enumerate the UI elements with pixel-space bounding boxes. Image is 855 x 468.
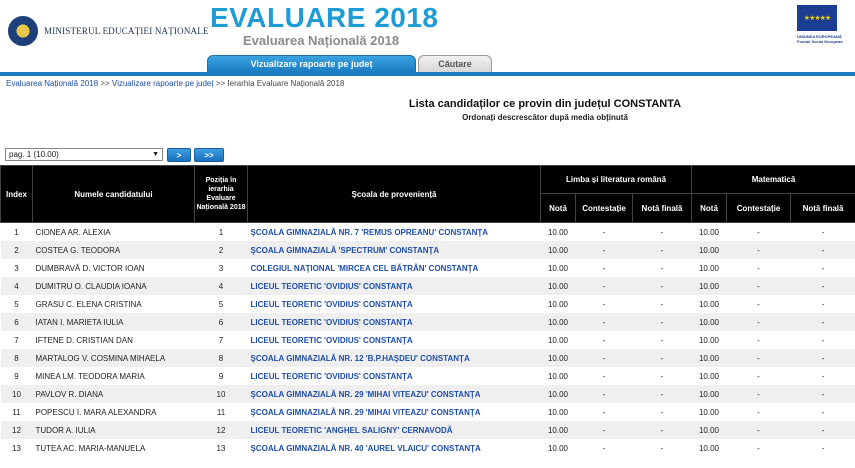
- cell-name: IATAN I. MARIETA IULIA: [33, 313, 195, 331]
- cell-mate-nota: 10.00: [692, 403, 727, 421]
- table-row: [1, 295, 855, 313]
- table-row: [1, 421, 855, 439]
- cell-name: POPESCU I. MARA ALEXANDRA: [33, 403, 195, 421]
- cell-name: CIONEA AR. ALEXIA: [33, 223, 195, 242]
- cell-mate-nota-finala: -: [791, 421, 855, 439]
- cell-romana-nota: 10.00: [541, 259, 576, 277]
- cell-mate-nota-finala: -: [791, 295, 855, 313]
- cell-index: 1: [1, 223, 33, 242]
- breadcrumb-separator: >>: [100, 79, 110, 88]
- cell-mate-nota-finala: -: [791, 313, 855, 331]
- cell-position: 2: [195, 241, 248, 259]
- page-select-value: pag. 1 (10.00): [9, 150, 59, 159]
- cell-romana-nota-finala: -: [633, 367, 692, 385]
- cell-name: MARTALOG V. COSMINA MIHAELA: [33, 349, 195, 367]
- cell-position: 12: [195, 421, 248, 439]
- cell-school[interactable]: LICEUL TEORETIC 'OVIDIUS' CONSTANŢA: [248, 295, 541, 313]
- eu-fund-label: UNIUNEA EUROPEANĂ Fondul Social European: [797, 34, 843, 44]
- cell-index: 4: [1, 277, 33, 295]
- cell-name: IFTENE D. CRISTIAN DAN: [33, 331, 195, 349]
- cell-school[interactable]: LICEUL TEORETIC 'OVIDIUS' CONSTANŢA: [248, 313, 541, 331]
- list-subtitle: Ordonați descrescător după media obținută: [462, 113, 628, 122]
- cell-mate-nota-finala: -: [791, 439, 855, 457]
- ministry-name: MINISTERUL EDUCAȚIEI NAȚIONALE: [44, 26, 209, 36]
- chevron-down-icon: ▼: [152, 151, 159, 158]
- table-row: [1, 259, 855, 277]
- cell-romana-nota-finala: -: [633, 385, 692, 403]
- cell-position: 5: [195, 295, 248, 313]
- candidates-table: [0, 165, 855, 457]
- breadcrumb-separator: >>: [215, 79, 226, 88]
- cell-mate-nota-finala: -: [791, 331, 855, 349]
- cell-romana-contestatie: -: [576, 403, 633, 421]
- cell-romana-nota-finala: -: [633, 277, 692, 295]
- last-page-button[interactable]: >>: [194, 148, 224, 162]
- cell-romana-contestatie: -: [576, 367, 633, 385]
- cell-romana-contestatie: -: [576, 259, 633, 277]
- cell-name: COSTEA G. TEODORA: [33, 241, 195, 259]
- cell-romana-nota-finala: -: [633, 331, 692, 349]
- cell-position: 9: [195, 367, 248, 385]
- cell-romana-contestatie: -: [576, 277, 633, 295]
- cell-mate-nota-finala: -: [791, 349, 855, 367]
- cell-romana-nota: 10.00: [541, 439, 576, 457]
- cell-mate-contestatie: -: [727, 349, 791, 367]
- cell-mate-nota-finala: -: [791, 385, 855, 403]
- cell-mate-contestatie: -: [727, 259, 791, 277]
- cell-school[interactable]: COLEGIUL NAŢIONAL 'MIRCEA CEL BĂTRÂN' CONSTANŢA: [248, 259, 541, 277]
- cell-school[interactable]: LICEUL TEORETIC 'OVIDIUS' CONSTANŢA: [248, 331, 541, 349]
- cell-mate-nota: 10.00: [692, 295, 727, 313]
- header-m-nota: Notă: [692, 194, 727, 223]
- cell-school[interactable]: ŞCOALA GIMNAZIALĂ NR. 29 'MIHAI VITEAZU' CONSTANŢA: [248, 403, 541, 421]
- table-row: [1, 439, 855, 457]
- cell-name: MINEA LM. TEODORA MARIA: [33, 367, 195, 385]
- cell-position: 4: [195, 277, 248, 295]
- cell-romana-nota-finala: -: [633, 439, 692, 457]
- next-page-button[interactable]: >: [167, 148, 191, 162]
- cell-romana-nota: 10.00: [541, 313, 576, 331]
- site-subtitle: Evaluarea Națională 2018: [243, 33, 400, 48]
- cell-romana-nota-finala: -: [633, 403, 692, 421]
- cell-position: 8: [195, 349, 248, 367]
- table-row: [1, 313, 855, 331]
- cell-school[interactable]: ŞCOALA GIMNAZIALĂ NR. 12 'B.P.HAŞDEU' CONSTANŢA: [248, 349, 541, 367]
- header-mate: Matematică: [692, 166, 855, 194]
- cell-name: TUDOR A. IULIA: [33, 421, 195, 439]
- cell-romana-nota: 10.00: [541, 241, 576, 259]
- site-title: EVALUARE 2018: [210, 2, 439, 33]
- cell-mate-contestatie: -: [727, 385, 791, 403]
- cell-romana-contestatie: -: [576, 313, 633, 331]
- header-school: Școala de proveniență: [248, 166, 541, 223]
- cell-index: 11: [1, 403, 33, 421]
- eu-flag-icon: ★★★★★: [797, 5, 837, 31]
- cell-index: 8: [1, 349, 33, 367]
- cell-mate-nota: 10.00: [692, 439, 727, 457]
- cell-position: 1: [195, 223, 248, 242]
- cell-mate-contestatie: -: [727, 367, 791, 385]
- cell-romana-contestatie: -: [576, 223, 633, 242]
- cell-romana-nota: 10.00: [541, 385, 576, 403]
- cell-name: PAVLOV R. DIANA: [33, 385, 195, 403]
- cell-name: GRASU C. ELENA CRISTINA: [33, 295, 195, 313]
- cell-mate-nota: 10.00: [692, 421, 727, 439]
- cell-school[interactable]: LICEUL TEORETIC 'ANGHEL SALIGNY' CERNAVODĂ: [248, 421, 541, 439]
- tab-vizualizare-rapoarte[interactable]: Vizualizare rapoarte pe județ: [207, 55, 416, 72]
- cell-romana-nota-finala: -: [633, 421, 692, 439]
- cell-mate-contestatie: -: [727, 241, 791, 259]
- breadcrumb: [6, 79, 344, 88]
- cell-index: 7: [1, 331, 33, 349]
- header-romana: Limba și literatura română: [541, 166, 692, 194]
- cell-position: 13: [195, 439, 248, 457]
- cell-mate-contestatie: -: [727, 313, 791, 331]
- cell-index: 9: [1, 367, 33, 385]
- cell-position: 10: [195, 385, 248, 403]
- cell-index: 12: [1, 421, 33, 439]
- header-m-contestatie: Contestație: [727, 194, 791, 223]
- header-r-nota-finala: Notă finală: [633, 194, 692, 223]
- table-row: [1, 367, 855, 385]
- cell-school[interactable]: ŞCOALA GIMNAZIALĂ NR. 29 'MIHAI VITEAZU' CONSTANŢA: [248, 385, 541, 403]
- cell-index: 2: [1, 241, 33, 259]
- header-r-contestatie: Contestație: [576, 194, 633, 223]
- cell-romana-contestatie: -: [576, 241, 633, 259]
- header-m-nota-finala: Notă finală: [791, 194, 855, 223]
- cell-index: 13: [1, 439, 33, 457]
- cell-position: 6: [195, 313, 248, 331]
- cell-romana-nota: 10.00: [541, 421, 576, 439]
- header-name: Numele candidatului: [33, 166, 195, 223]
- cell-mate-nota-finala: -: [791, 403, 855, 421]
- cell-romana-nota: 10.00: [541, 367, 576, 385]
- cell-romana-contestatie: -: [576, 439, 633, 457]
- cell-mate-nota: 10.00: [692, 223, 727, 242]
- cell-position: 3: [195, 259, 248, 277]
- list-title: Lista candidaților ce provin din județul CONSTANTA: [408, 98, 682, 110]
- cell-mate-nota: 10.00: [692, 241, 727, 259]
- cell-mate-nota: 10.00: [692, 367, 727, 385]
- table-row: [1, 331, 855, 349]
- page-select[interactable]: [5, 148, 163, 161]
- cell-index: 10: [1, 385, 33, 403]
- tab-cautare[interactable]: Căutare: [418, 55, 492, 72]
- cell-romana-nota: 10.00: [541, 223, 576, 242]
- table-row: [1, 349, 855, 367]
- cell-mate-nota: 10.00: [692, 259, 727, 277]
- header-position: Poziția în ierarhia Evaluare Națională 2018: [195, 166, 248, 223]
- cell-romana-contestatie: -: [576, 421, 633, 439]
- cell-mate-nota-finala: -: [791, 241, 855, 259]
- cell-mate-nota: 10.00: [692, 277, 727, 295]
- cell-romana-nota-finala: -: [633, 241, 692, 259]
- cell-romana-contestatie: -: [576, 385, 633, 403]
- table-row: [1, 277, 855, 295]
- cell-name: DUMITRU O. CLAUDIA IOANA: [33, 277, 195, 295]
- cell-romana-contestatie: -: [576, 349, 633, 367]
- cell-mate-nota-finala: -: [791, 277, 855, 295]
- table-row: [1, 241, 855, 259]
- cell-mate-nota: 10.00: [692, 349, 727, 367]
- cell-school[interactable]: ŞCOALA GIMNAZIALĂ NR. 40 'AUREL VLAICU' CONSTANŢA: [248, 439, 541, 457]
- cell-romana-nota: 10.00: [541, 295, 576, 313]
- cell-name: TUTEA AC. MARIA-MANUELA: [33, 439, 195, 457]
- cell-school[interactable]: ŞCOALA GIMNAZIALĂ NR. 7 'REMUS OPREANU' CONSTANŢA: [248, 223, 541, 242]
- cell-mate-contestatie: -: [727, 223, 791, 242]
- cell-mate-contestatie: -: [727, 439, 791, 457]
- cell-romana-nota-finala: -: [633, 223, 692, 242]
- cell-mate-nota-finala: -: [791, 259, 855, 277]
- cell-name: DUMBRAVĂ D. VICTOR IOAN: [33, 259, 195, 277]
- header-r-nota: Notă: [541, 194, 576, 223]
- table-row: [1, 223, 855, 242]
- cell-mate-nota-finala: -: [791, 367, 855, 385]
- header-index: Index: [1, 166, 33, 223]
- cell-mate-contestatie: -: [727, 295, 791, 313]
- main-tabs: [0, 53, 855, 73]
- cell-romana-nota: 10.00: [541, 403, 576, 421]
- cell-mate-contestatie: -: [727, 403, 791, 421]
- cell-romana-nota: 10.00: [541, 331, 576, 349]
- cell-mate-contestatie: -: [727, 421, 791, 439]
- breadcrumb-link-evaluare[interactable]: Evaluarea Națională 2018: [6, 79, 99, 88]
- cell-romana-nota-finala: -: [633, 313, 692, 331]
- cell-mate-nota: 10.00: [692, 385, 727, 403]
- table-row: [1, 385, 855, 403]
- cell-mate-nota: 10.00: [692, 313, 727, 331]
- tab-bar: [0, 72, 855, 76]
- cell-romana-contestatie: -: [576, 331, 633, 349]
- cell-index: 5: [1, 295, 33, 313]
- cell-index: 6: [1, 313, 33, 331]
- table-row: [1, 403, 855, 421]
- cell-position: 11: [195, 403, 248, 421]
- cell-romana-nota-finala: -: [633, 259, 692, 277]
- cell-school[interactable]: LICEUL TEORETIC 'OVIDIUS' CONSTANŢA: [248, 367, 541, 385]
- cell-school[interactable]: ŞCOALA GIMNAZIALĂ 'SPECTRUM' CONSTANŢA: [248, 241, 541, 259]
- breadcrumb-link-rapoarte[interactable]: Vizualizare rapoarte pe județ: [111, 79, 214, 88]
- cell-mate-nota: 10.00: [692, 331, 727, 349]
- cell-romana-nota-finala: -: [633, 349, 692, 367]
- cell-romana-nota: 10.00: [541, 349, 576, 367]
- cell-mate-contestatie: -: [727, 331, 791, 349]
- breadcrumb-current: Ierarhia Evaluare Națională 2018: [227, 79, 345, 88]
- cell-position: 7: [195, 331, 248, 349]
- cell-mate-nota-finala: -: [791, 223, 855, 242]
- cell-school[interactable]: LICEUL TEORETIC 'OVIDIUS' CONSTANŢA: [248, 277, 541, 295]
- cell-romana-contestatie: -: [576, 295, 633, 313]
- cell-romana-nota-finala: -: [633, 295, 692, 313]
- cell-romana-nota: 10.00: [541, 277, 576, 295]
- cell-mate-contestatie: -: [727, 277, 791, 295]
- cell-index: 3: [1, 259, 33, 277]
- ministry-seal-icon: [8, 16, 38, 46]
